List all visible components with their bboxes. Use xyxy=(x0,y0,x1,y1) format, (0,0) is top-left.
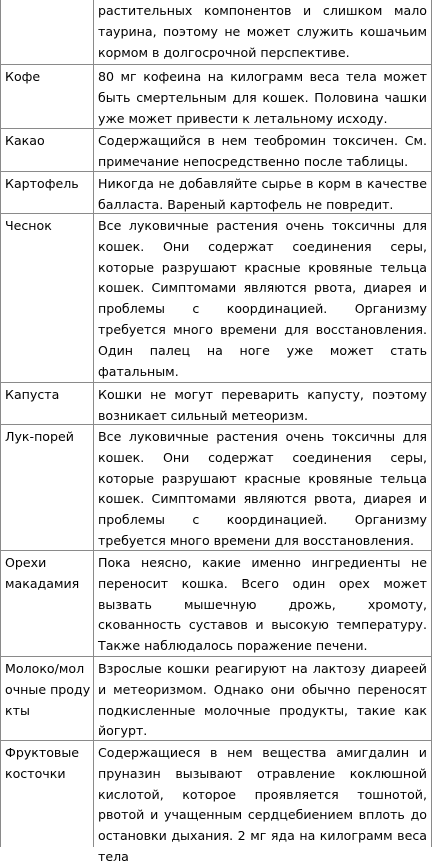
row-term: Капуста xyxy=(5,387,60,402)
row-description: Все луковичные растения очень токсичны для кошек. Они содержат соединения серы, которые разрушают красные кровяные тельца кошек. Симптомами являются рвота, диарея и проблемы с координацией. Организму требуется много времени для восстановления. xyxy=(98,429,427,548)
row-description: Кошки не могут переварить капусту, поэтому возникает сильный метеоризм. xyxy=(98,387,427,423)
row-description: Взрослые кошки реагируют на лактозу диареей и метеоризмом. Однако они обычно переносят подкисленные молочные продукты, такие как йогурт. xyxy=(98,661,427,739)
row-description: растительных компонентов и слишком мало таурина, поэтому не может служить кошачьим кормом в долгосрочной перспективе. xyxy=(98,3,427,60)
row-description: Содержащиеся в нем вещества амигдалин и пруназин вызывают отравление коклюшной кислотой, которое проявляется тошнотой, рвотой и учащенным сердцебиением вплоть до остановки дыхания. 2 мг яда на килограмм веса тела xyxy=(98,745,427,864)
row-description: Никогда не добавляйте сырье в корм в качестве балласта. Вареный картофель не повредит. xyxy=(98,176,427,212)
row-term: Фруктовые косточки xyxy=(5,745,80,781)
row-description: Содержащийся в нем теобромин токсичен. См. примечание непосредственно после таблицы. xyxy=(98,133,427,169)
row-description: Все луковичные растения очень токсичны для кошек. Они содержат соединения серы, которые разрушают красные кровяные тельца кошек. Симптомами являются рвота, диарея и проблемы с координацией. Организму требуется много времени для восстановления. Один палец на ноге уже может стать фатальным. xyxy=(98,218,427,379)
row-divider xyxy=(0,64,432,65)
row-term: Кофе xyxy=(5,69,41,84)
row-description: 80 мг кофеина на килограмм веса тела может быть смертельным для кошек. Половина чашки уже может привести к летальному исходу. xyxy=(98,69,427,126)
row-term: Картофель xyxy=(5,176,79,191)
row-term: Какао xyxy=(5,133,45,148)
row-term: Молоко/молочные продукты xyxy=(5,661,91,718)
row-term: Лук-порей xyxy=(5,429,74,444)
row-term: Чеснок xyxy=(5,218,52,233)
row-term: Орехи макадамия xyxy=(5,555,80,591)
row-description: Пока неясно, какие именно ингредиенты не переносит кошка. Всего один орех может вызвать мышечную дрожь, хромоту, скованность суставов и высокую температуру. Также наблюдалось поражение печени. xyxy=(98,555,427,654)
